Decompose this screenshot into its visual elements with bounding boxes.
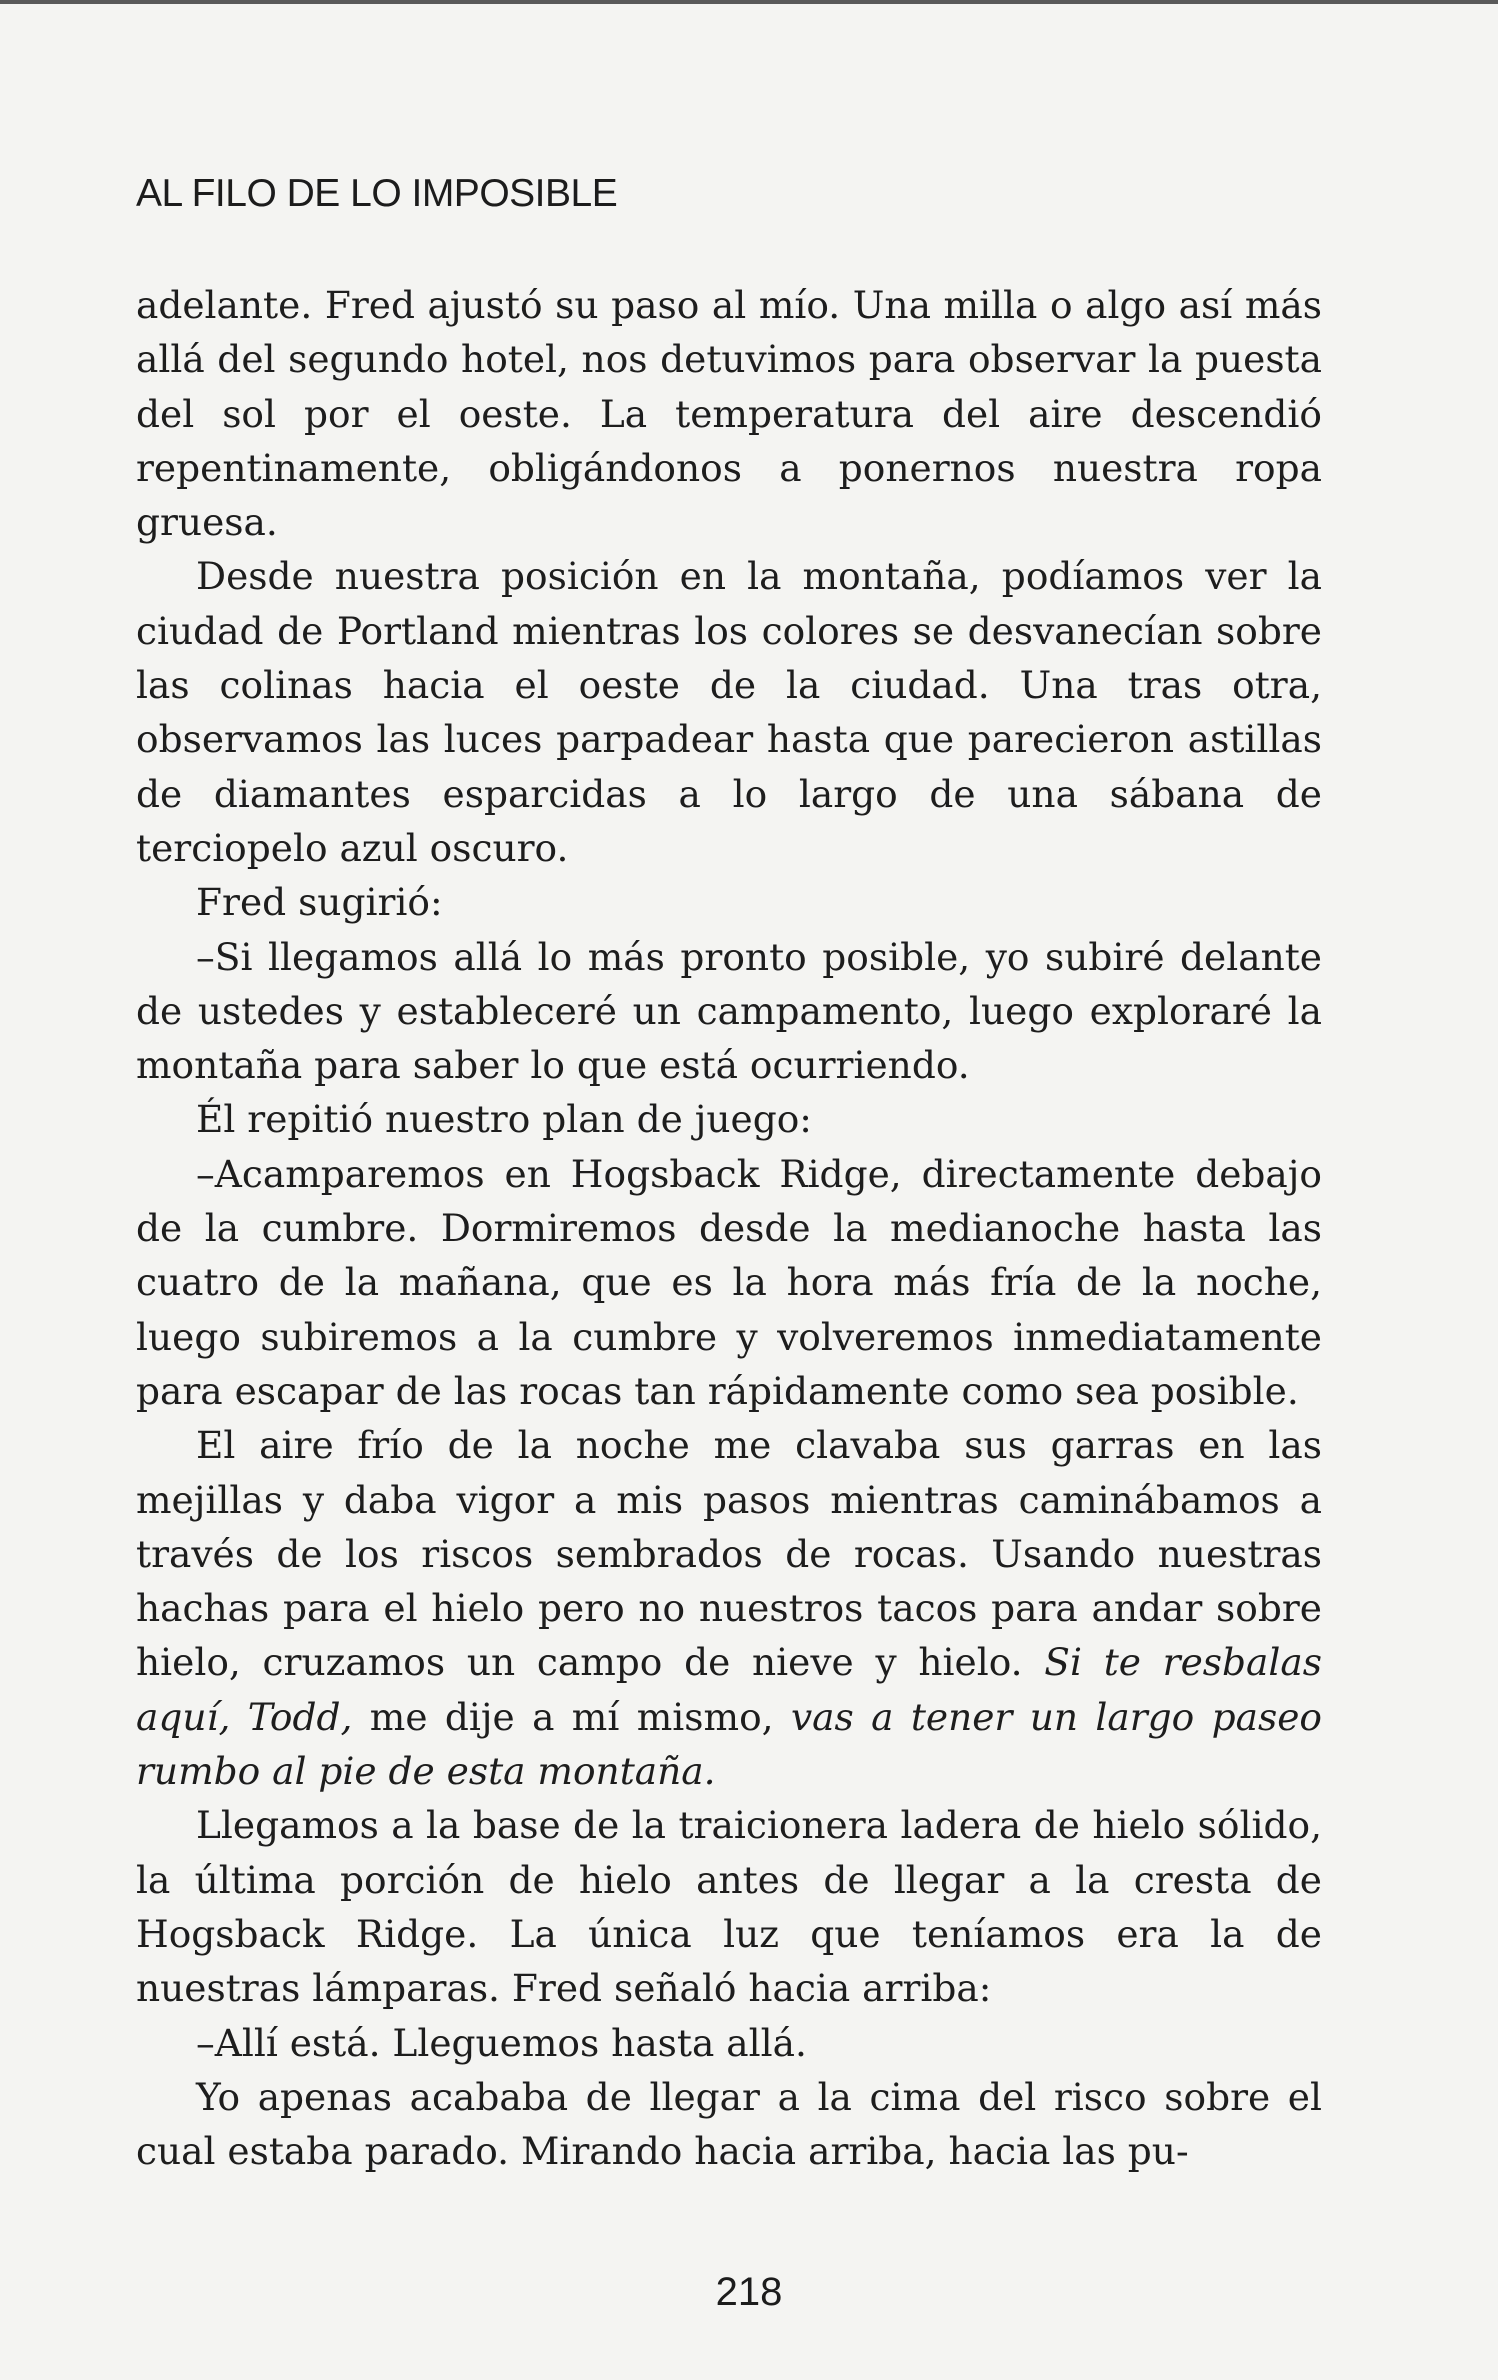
italic-thought: vas a tener un largo paseo rumbo al pie de esta montaña. [136,1694,1322,1794]
body-text [136,278,1322,2178]
paragraph-with-italics [136,1418,1322,1798]
paragraph-text: me dije a mí mismo, [352,1694,791,1739]
dialogue-paragraph: –Allí está. Lleguemos hasta allá. [196,2020,807,2065]
paragraph: adelante. Fred ajustó su paso al mío. Una milla o algo así más allá del segundo hotel, nos detuvimos para observar la puesta del sol por el oeste. La temperatura del aire descendió repentinamente, obligándonos a ponernos nuestra ropa gruesa. [136,283,1322,545]
paragraph: Fred sugirió: [196,880,443,925]
dialogue-paragraph: –Si llegamos allá lo más pronto posible, yo subiré delante de ustedes y estableceré un campamento, luego exploraré la montaña para saber lo que está ocurriendo. [136,934,1322,1088]
paragraph: Desde nuestra posición en la montaña, podíamos ver la ciudad de Portland mientras los colores se desvanecían sobre las colinas hacia el oeste de la ciudad. Una tras otra, observamos las luces parpadear hasta que parecieron astillas de diamantes esparcidas a lo largo de una sábana de terciopelo azul oscuro. [136,554,1322,870]
italic-thought: Si te resbalas aquí, Todd, [136,1640,1322,1739]
running-head: AL FILO DE LO IMPOSIBLE [136,172,618,215]
paragraph: Llegamos a la base de la traicionera ladera de hielo sólido, la última porción de hielo antes de llegar a la cresta de Hogsback Ridge. La única luz que teníamos era la de nuestras lámparas. Fred señaló hacia arriba: [136,1803,1322,2011]
dialogue-paragraph: –Acamparemos en Hogsback Ridge, directamente debajo de la cumbre. Dormiremos desde la medianoche hasta las cuatro de la mañana, que es la hora más fría de la noche, luego subiremos a la cumbre y volveremos inmediatamente para escapar de las rocas tan rápidamente como sea posible. [136,1151,1322,1413]
paragraph: Él repitió nuestro plan de juego: [196,1097,812,1142]
page-number: 218 [715,2270,783,2314]
paragraph: Yo apenas acababa de llegar a la cima del risco sobre el cual estaba parado. Mirando hacia arriba, hacia las pu- [136,2074,1322,2174]
paragraph-text: El aire frío de la noche me clavaba sus garras en las mejillas y daba vigor a mis pasos mientras caminábamos a través de los riscos sembrados de rocas. Usando nuestras hachas para el hielo pero no nuestros tacos para andar sobre hielo, cruzamos un campo de nieve y hielo. [136,1423,1322,1685]
